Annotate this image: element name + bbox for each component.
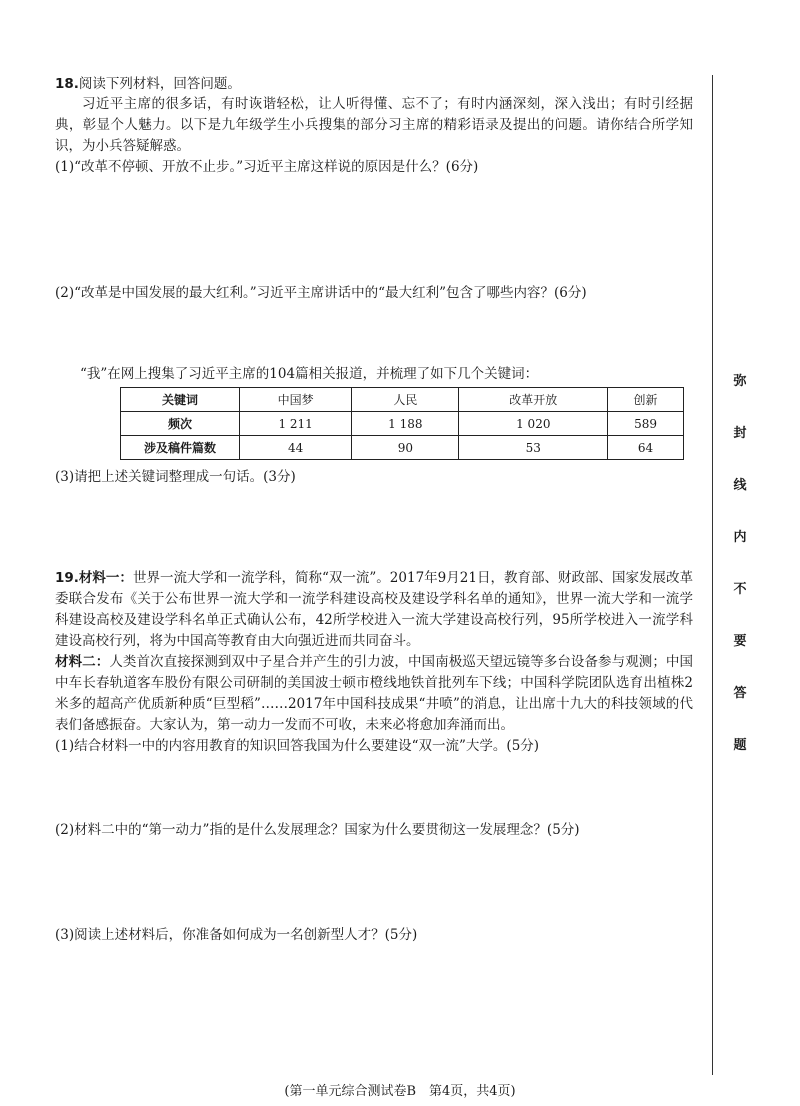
table-header-cell: 关键词 <box>121 388 240 412</box>
table-header-cell: 人民 <box>352 388 459 412</box>
table-row <box>121 412 684 436</box>
question-number: 18. <box>55 76 79 92</box>
material-2 <box>55 652 693 736</box>
keyword-table <box>120 387 684 460</box>
sub-question-1: (1)结合材料一中的内容用教育的知识回答我国为什么要建设“双一流”大学。(5分) <box>55 738 540 754</box>
sub-question-1: (1)“改革不停顿、开放不止步。”习近平主席这样说的原因是什么？(6分) <box>55 159 479 175</box>
table-cell: 1 188 <box>352 412 459 436</box>
seal-char: 答 <box>733 686 747 701</box>
table-intro: “我”在网上搜集了习近平主席的104篇相关报道，并梳理了如下几个关键词： <box>80 366 539 382</box>
material-1-text: 世界一流大学和一流学科，简称“双一流”。2017年9月21日，教育部、财政部、国家发展改革委联合发布《关于公布世界一流大学和一流学科建设高校及建设学科名单的通知》，世界一流大学和一流学科建设高校及建设学科名单正式确认公布，42所学校进入一流大学建设高校行列，95所学校进入一流学科建设高校行列，将为中国高等教育由大向强近进而共同奋斗。 <box>55 570 693 649</box>
material-2-text: 人类首次直接探测到双中子星合并产生的引力波，中国南极巡天望远镜等多台设备参与观测；中国中车长春轨道客车股份有限公司研制的美国波士顿市橙线地铁首批列车下线；中国科学院团队选育出植株2米多的超高产优质新种质“巨型稻”……2017年中国科技成果“井喷”的消息，让出席十九大的科技领域的代表们备感振奋。大家认为，第一动力一发而不可收，未来必将愈加奔涌而出。 <box>55 654 694 733</box>
table-cell: 频次 <box>121 412 240 436</box>
seal-char: 封 <box>733 426 747 441</box>
material-2-label: 材料二： <box>55 654 110 670</box>
table-row <box>121 388 684 412</box>
table-cell: 53 <box>459 436 608 460</box>
table-cell: 涉及稿件篇数 <box>121 436 240 460</box>
sub-question-2: (2)“改革是中国发展的最大红利。”习近平主席讲话中的“最大红利”包含了哪些内容？(6分) <box>55 285 587 301</box>
seal-line <box>712 75 713 1075</box>
seal-char: 内 <box>733 530 747 545</box>
table-cell: 1 211 <box>240 412 352 436</box>
seal-char: 弥 <box>733 374 747 389</box>
question-18 <box>55 74 693 177</box>
table-cell: 589 <box>608 412 684 436</box>
table-cell: 90 <box>352 436 459 460</box>
seal-char: 要 <box>733 634 747 649</box>
seal-char: 线 <box>733 478 747 493</box>
table-header-cell: 创新 <box>608 388 684 412</box>
page-footer: (第一单元综合测试卷B 第4页，共4页) <box>284 1084 516 1099</box>
table-row <box>121 436 684 460</box>
question-intro: 习近平主席的很多话，有时诙谐轻松，让人听得懂、忘不了；有时内涵深刻，深入浅出；有时引经据典，彰显个人魅力。以下是九年级学生小兵搜集的部分习主席的精彩语录及提出的问题。请你结合所学知识，为小兵答疑解惑。 <box>55 96 693 154</box>
question-number: 19. <box>55 570 79 586</box>
table-cell: 1 020 <box>459 412 608 436</box>
sub-question-2: (2)材料二中的“第一动力”指的是什么发展理念？国家为什么要贯彻这一发展理念？(5分) <box>55 822 580 838</box>
sub-question-3: (3)请把上述关键词整理成一句话。(3分) <box>55 469 296 485</box>
seal-char: 不 <box>733 582 747 597</box>
sub-question-3: (3)阅读上述材料后，你准备如何成为一名创新型人才？(5分) <box>55 927 418 943</box>
table-cell: 44 <box>240 436 352 460</box>
material-1-label: 材料一： <box>78 570 133 586</box>
table-cell: 64 <box>608 436 684 460</box>
question-19 <box>55 568 693 756</box>
seal-char: 题 <box>733 738 747 753</box>
material-1 <box>55 568 693 652</box>
table-header-cell: 改革开放 <box>459 388 608 412</box>
question-stem: 阅读下列材料，回答问题。 <box>78 76 241 92</box>
table-header-cell: 中国梦 <box>240 388 352 412</box>
seal-notice <box>728 370 752 786</box>
